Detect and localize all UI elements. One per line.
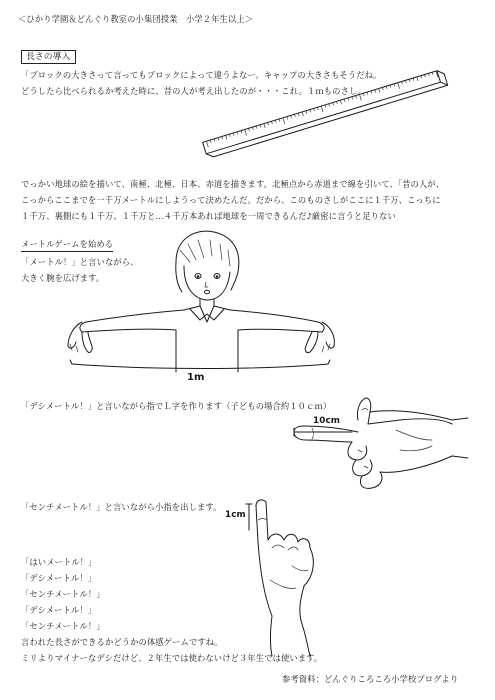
paragraph-line-1: でっかい地球の絵を描いて、南極、北極、日本、赤道を描きます。北極点から赤道まで線を引いて、「昔の人が、: [21, 179, 445, 189]
call-line: 「はいメートル！」: [21, 557, 97, 567]
intro-line-1: 「ブロックの大きさって言ってもブロックによって違うよなー。キャップの大きさもそうだね。: [21, 70, 382, 80]
centi-instruction: 「センチメートル！」と言いながら小指を出します。: [21, 502, 222, 512]
closing-line-2: ミリよりマイナーなデシだけど、２年生では使わないけど３年生では使います。: [21, 653, 323, 663]
section-heading-meter-game: メートルゲームを始める: [21, 239, 113, 252]
meter-instruction-line-2: 大きく腕を広げます。: [21, 273, 105, 283]
page-header: ＜ひかり学園＆どんぐり教室の小集団授業 小学２年生以上＞: [18, 14, 254, 24]
deci-instruction: 「デシメートル！」と言いながら指でＬ字を作ります（子どもの場合約１０ｃｍ）: [21, 401, 332, 411]
paragraph-line-3: １千万、裏側にも１千万、１千万と…４千万本あれば地球を一周できるんだ♪厳密に言うと足りない: [21, 211, 396, 221]
reference-footer: 参考資料：どんぐりころころ小学校ブログより: [282, 674, 459, 684]
paragraph-line-2: こっからここまでを一千万メートルにしようって決めたんだ。だから、このものさしがここに１千万、こっちに: [21, 195, 441, 205]
call-line: 「デシメートル！」: [21, 573, 97, 583]
intro-line-2: どうしたら比べられるか考えた時に、昔の人が考え出したのが・・・これ。１ｍものさし。: [21, 86, 366, 96]
deci-label: 10cm: [313, 416, 341, 426]
call-line: 「デシメートル！」: [21, 605, 97, 615]
call-line: 「センチメートル！」: [21, 621, 105, 631]
meter-instruction-line-1: 「メートル！」と言いながら、: [21, 257, 139, 267]
section-heading-length-intro: 長さの導入: [21, 50, 76, 64]
meter-label: 1m: [187, 372, 205, 383]
closing-line-1: 言われた長さができるかどうかの体感ゲームですね。: [21, 637, 223, 647]
call-line: 「センチメートル！」: [21, 589, 105, 599]
centi-label: 1cm: [225, 510, 246, 520]
